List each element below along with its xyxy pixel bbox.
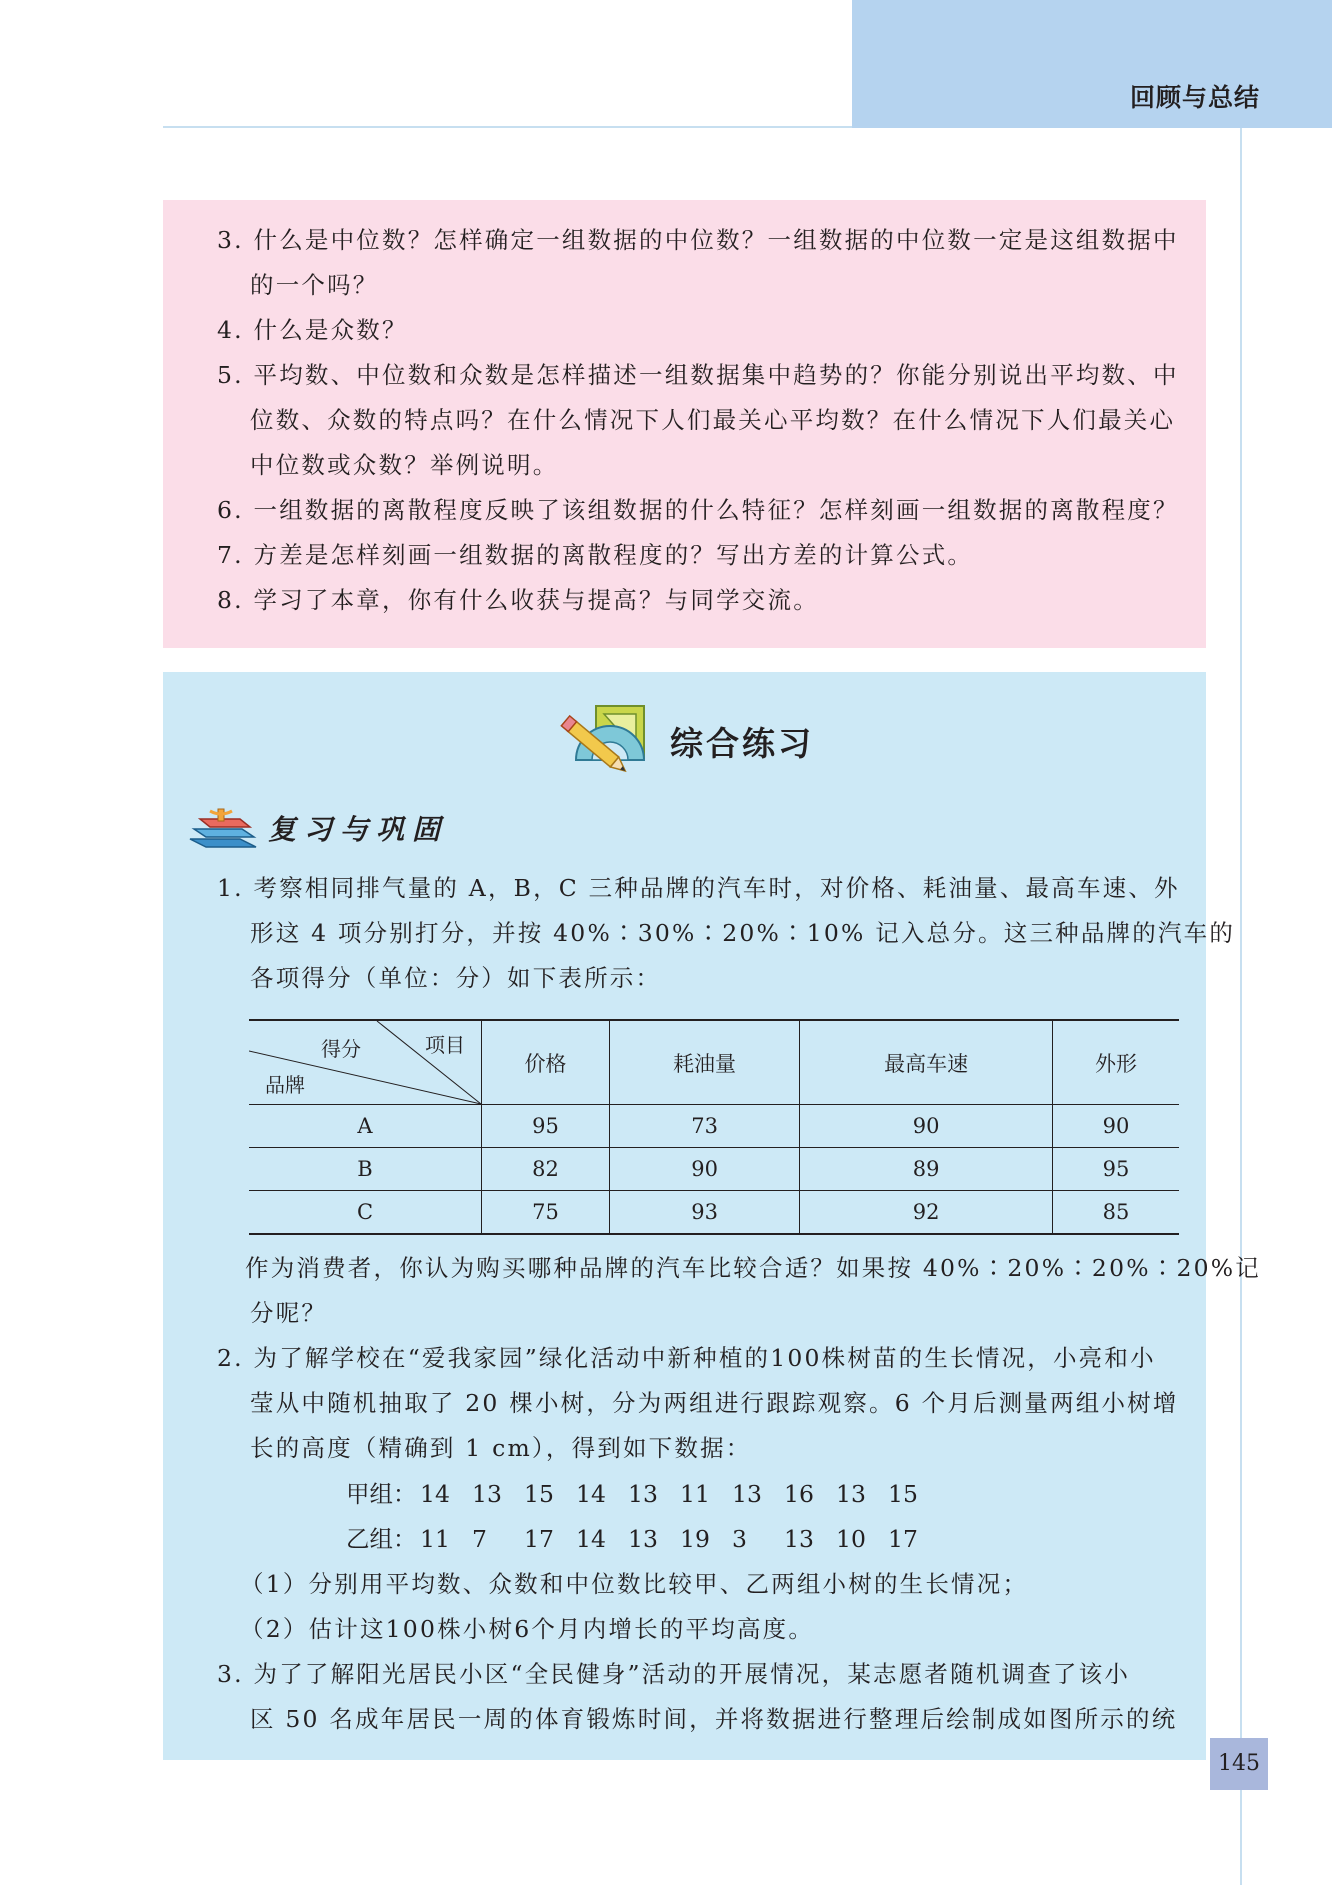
table-row	[249, 1105, 1179, 1148]
corner-label-score: 得分	[321, 1037, 361, 1061]
question-number: 7.	[217, 541, 244, 569]
question-number: 8.	[217, 586, 244, 614]
exercise-1-followup	[245, 1246, 1261, 1291]
question-5-cont	[250, 443, 558, 488]
question-3-cont	[250, 263, 379, 308]
exercise-text: （2）估计这100株小树6个月内增长的平均高度。	[240, 1615, 815, 1643]
page-number: 145	[1210, 1738, 1268, 1790]
table-header-cell: 耗油量	[609, 1020, 799, 1105]
question-5-cont	[250, 398, 1175, 443]
table-cell: 73	[609, 1105, 799, 1148]
header-band	[852, 0, 1332, 128]
books-icon	[186, 807, 260, 857]
group-a-value: 15	[524, 1480, 554, 1508]
score-table	[249, 1019, 1179, 1235]
group-b-value: 7	[472, 1525, 487, 1553]
group-a-value: 13	[628, 1480, 658, 1508]
group-a-value: 15	[888, 1480, 918, 1508]
group-b-value: 11	[420, 1525, 450, 1553]
table-cell: 92	[800, 1191, 1053, 1235]
table-cell: 95	[1053, 1148, 1179, 1191]
question-7	[217, 533, 973, 578]
table-row	[249, 1191, 1179, 1235]
table-cell-brand: A	[249, 1105, 482, 1148]
question-text: 什么是众数？	[253, 316, 408, 344]
exercise-text: 各项得分（单位：分）如下表所示：	[250, 964, 662, 992]
exercise-text: 为了了解阳光居民小区“全民健身”活动的开展情况，某志愿者随机调查了该小	[253, 1660, 1131, 1688]
exercise-2-part-1	[240, 1562, 1028, 1607]
exercise-number: 3.	[217, 1660, 244, 1688]
question-text: 位数、众数的特点吗？在什么情况下人们最关心平均数？在什么情况下人们最关心	[250, 406, 1176, 434]
group-a-value: 13	[836, 1480, 866, 1508]
exercise-1-followup-cont	[250, 1291, 327, 1336]
subsection-title: 复习与巩固	[268, 813, 449, 846]
question-text: 学习了本章，你有什么收获与提高？与同学交流。	[253, 586, 819, 614]
exercise-3-cont	[250, 1697, 1177, 1742]
question-4	[217, 308, 408, 353]
group-a-value: 13	[732, 1480, 762, 1508]
group-b-value: 17	[888, 1525, 918, 1553]
exercise-text: 莹从中随机抽取了 20 棵小树，分为两组进行跟踪观察。6 个月后测量两组小树增	[250, 1389, 1179, 1417]
ruler-pencil-icon	[556, 700, 656, 786]
group-a-data	[346, 1472, 940, 1517]
corner-label-brand: 品牌	[265, 1073, 305, 1097]
question-3	[217, 218, 1179, 263]
group-a-value: 14	[576, 1480, 606, 1508]
table-cell: 89	[800, 1148, 1053, 1191]
question-text: 的一个吗？	[250, 271, 379, 299]
table-header-cell: 最高车速	[800, 1020, 1053, 1105]
table-corner-cell	[249, 1020, 482, 1105]
question-text: 中位数或众数？举例说明。	[250, 451, 559, 479]
table-cell: 90	[800, 1105, 1053, 1148]
group-a-value: 16	[784, 1480, 814, 1508]
exercise-1-cont	[250, 956, 661, 1001]
group-b-value: 19	[680, 1525, 710, 1553]
exercise-text: 作为消费者，你认为购买哪种品牌的汽车比较合适？如果按 40%∶20%∶20%∶20%记	[245, 1254, 1261, 1282]
table-cell: 82	[482, 1148, 610, 1191]
question-5	[217, 353, 1179, 398]
table-row	[249, 1148, 1179, 1191]
question-8	[217, 578, 819, 623]
exercise-text: 分呢？	[250, 1299, 328, 1327]
group-b-label: 乙组：	[346, 1525, 417, 1553]
group-a-value: 14	[420, 1480, 450, 1508]
exercise-text: 区 50 名成年居民一周的体育锻炼时间，并将数据进行整理后绘制成如图所示的统	[250, 1705, 1178, 1733]
question-text: 平均数、中位数和众数是怎样描述一组数据集中趋势的？你能分别说出平均数、中	[253, 361, 1179, 389]
question-number: 5.	[217, 361, 244, 389]
group-a-value: 13	[472, 1480, 502, 1508]
group-b-value: 13	[628, 1525, 658, 1553]
exercise-text: 为了解学校在“爱我家园”绿化活动中新种植的100株树苗的生长情况，小亮和小	[253, 1344, 1156, 1372]
group-b-value: 14	[576, 1525, 606, 1553]
question-6	[217, 488, 1179, 533]
exercise-2	[217, 1336, 1156, 1381]
table-header-cell: 外形	[1053, 1020, 1179, 1105]
chapter-header-title: 回顾与总结	[1129, 83, 1260, 112]
group-a-value: 11	[680, 1480, 710, 1508]
side-margin-rule	[1240, 128, 1242, 1885]
exercise-3	[217, 1652, 1130, 1697]
table-header-cell: 价格	[482, 1020, 610, 1105]
section-title: 综合练习	[670, 724, 814, 763]
table-cell: 90	[1053, 1105, 1179, 1148]
table-cell: 95	[482, 1105, 610, 1148]
exercise-text: 长的高度（精确到 1 cm），得到如下数据：	[250, 1434, 752, 1462]
group-a-label: 甲组：	[346, 1480, 417, 1508]
table-header-row	[249, 1020, 1179, 1105]
table-cell-brand: C	[249, 1191, 482, 1235]
question-number: 3.	[217, 226, 244, 254]
question-text: 什么是中位数？怎样确定一组数据的中位数？一组数据的中位数一定是这组数据中	[253, 226, 1179, 254]
question-text: 方差是怎样刻画一组数据的离散程度的？写出方差的计算公式。	[253, 541, 974, 569]
header-divider	[163, 126, 852, 128]
table-cell: 93	[609, 1191, 799, 1235]
exercise-1-cont	[250, 911, 1235, 956]
exercise-number: 1.	[217, 874, 244, 902]
group-b-value: 13	[784, 1525, 814, 1553]
corner-label-item: 项目	[425, 1033, 465, 1057]
group-b-value: 10	[836, 1525, 866, 1553]
question-text: 一组数据的离散程度反映了该组数据的什么特征？怎样刻画一组数据的离散程度？	[253, 496, 1179, 524]
exercise-2-part-2	[240, 1607, 814, 1652]
table-cell-brand: B	[249, 1148, 482, 1191]
table-cell: 75	[482, 1191, 610, 1235]
exercise-text: 考察相同排气量的 A，B，C 三种品牌的汽车时，对价格、耗油量、最高车速、外	[253, 874, 1180, 902]
exercise-2-cont	[250, 1381, 1179, 1426]
group-b-value: 3	[732, 1525, 747, 1553]
table-cell: 90	[609, 1148, 799, 1191]
exercise-number: 2.	[217, 1344, 244, 1372]
group-b-value: 17	[524, 1525, 554, 1553]
exercise-1	[217, 866, 1180, 911]
table-cell: 85	[1053, 1191, 1179, 1235]
exercise-2-cont	[250, 1426, 752, 1471]
question-number: 4.	[217, 316, 244, 344]
group-b-data	[346, 1517, 940, 1562]
exercise-text: （1）分别用平均数、众数和中位数比较甲、乙两组小树的生长情况；	[240, 1570, 1029, 1598]
exercise-text: 形这 4 项分别打分，并按 40%∶30%∶20%∶10% 记入总分。这三种品牌的汽车的	[250, 919, 1236, 947]
question-number: 6.	[217, 496, 244, 524]
